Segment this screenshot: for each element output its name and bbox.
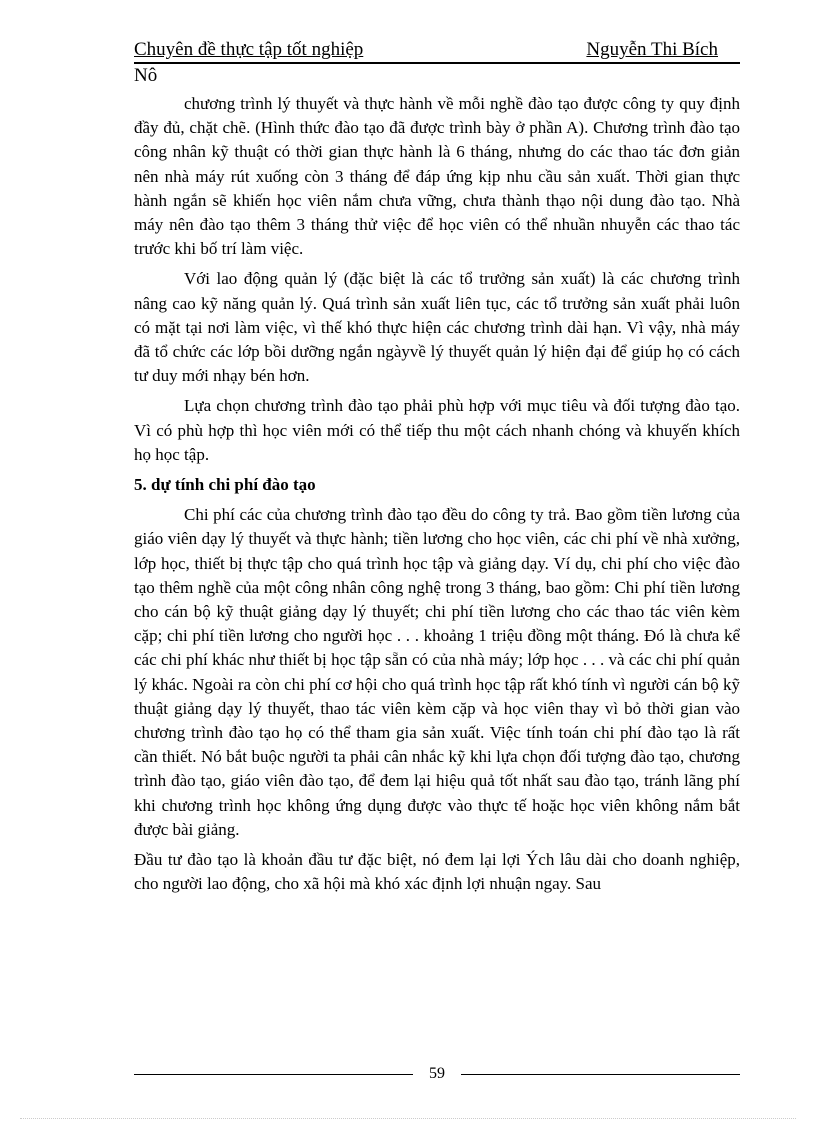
header-title: Chuyên đề thực tập tốt nghiệp <box>134 39 364 60</box>
body-paragraph: Lựa chọn chương trình đào tạo phải phù hợp với mục tiêu và đối tượng đào tạo. Vì có phù hợp thì học viên mới có thể tiếp thu một cách nhanh chóng và khuyến khích họ học tập. <box>134 396 740 464</box>
footer-rule-right <box>461 1074 740 1075</box>
header-author: Nguyễn Thi Bích <box>586 39 718 60</box>
body-paragraph: chương trình lý thuyết và thực hành về mỗi nghề đào tạo được công ty quy định đầy đủ, chặt chẽ. (Hình thức đào tạo đã được trình bày ở phần A). Chương trình đào tạo công nhân kỹ thuật có thời gian thực hành là 6 tháng, nhưng do các thao tác đơn giản nên nhà máy rút xuống còn 3 tháng để đáp ứng kịp nhu cầu sản xuất. Thời gian thực hành ngắn sẽ khiến học viên nắm chưa vững, chưa thành thạo nội dung đào tạo. Nhà máy nên đào tạo thêm 3 tháng thử việc để học viên có thể nhuần nhuyễn các thao tác trước khi bố trí làm việc. <box>134 94 740 259</box>
page-number: 59 <box>429 1065 445 1082</box>
page-footer <box>134 1063 740 1085</box>
body-paragraph: Với lao động quản lý (đặc biệt là các tổ trưởng sản xuất) là các chương trình nâng cao kỹ năng quản lý. Quá trình sản xuất liên tục, các tổ trưởng sản xuất phải luôn có mặt tại nơi làm việc, vì thế khó thực hiện các chương trình dài hạn. Vì vậy, nhà máy đã tổ chức các lớp bồi dưỡng ngắn ngàyvề lý thuyết quản lý hiện đại để giúp họ có cách tư duy mới nhạy bén hơn. <box>134 269 740 386</box>
page-header <box>134 38 740 88</box>
header-author-continuation: Nô <box>134 65 158 86</box>
page-body <box>134 92 740 897</box>
body-paragraph: Đầu tư đào tạo là khoản đầu tư đặc biệt, nó đem lại lợi Ých lâu dài cho doanh nghiệp, cho người lao động, cho xã hội mà khó xác định lợi nhuận ngay. Sau <box>134 850 740 894</box>
body-paragraph: Chi phí các của chương trình đào tạo đều do công ty trả. Bao gồm tiền lương của giáo viên dạy lý thuyết và thực hành; tiền lương cho học viên, các chi phí về nhà xưởng, lớp học, thiết bị thực tập cho quá trình học tập và giảng dạy. Ví dụ, chi phí cho việc đào tạo thêm nghề của một công nhân công nghệ trong 3 tháng, bao gồm: Chi phí tiền lương cho cán bộ kỹ thuật giảng dạy lý thuyết; chi phí tiền lương cho các thao tác viên kèm cặp; chi phí tiền lương cho người học . . . khoảng 1 triệu đồng một tháng. Đó là chưa kể các chi phí khác như thiết bị học tập sẵn có của nhà máy; lớp học . . . và các chi phí quản lý khác. Ngoài ra còn chi phí cơ hội cho quá trình học tập rất khó tính vì người cán bộ kỹ thuật giảng dạy lý thuyết, thao tác viên kèm cặp và học viên thay vì bỏ thời gian vào chương trình đào tạo họ có thể tham gia sản xuất. Việc tính toán chi phí đào tạo là rất cần thiết. Nó bắt buộc người ta phải cân nhắc kỹ khi lựa chọn đối tượng đào tạo, chương trình đào tạo, giáo viên đào tạo, để đem lại hiệu quả tốt nhất sau đào tạo, tránh lãng phí khi chương trình học không ứng dụng được vào thực tế hoặc học viên không nắm bắt được bài giảng. <box>134 505 740 839</box>
footer-rule-left <box>134 1074 413 1075</box>
header-row <box>134 38 740 64</box>
section-heading: 5. dự tính chi phí đào tạo <box>134 475 316 495</box>
page-boundary-divider <box>20 1118 796 1119</box>
